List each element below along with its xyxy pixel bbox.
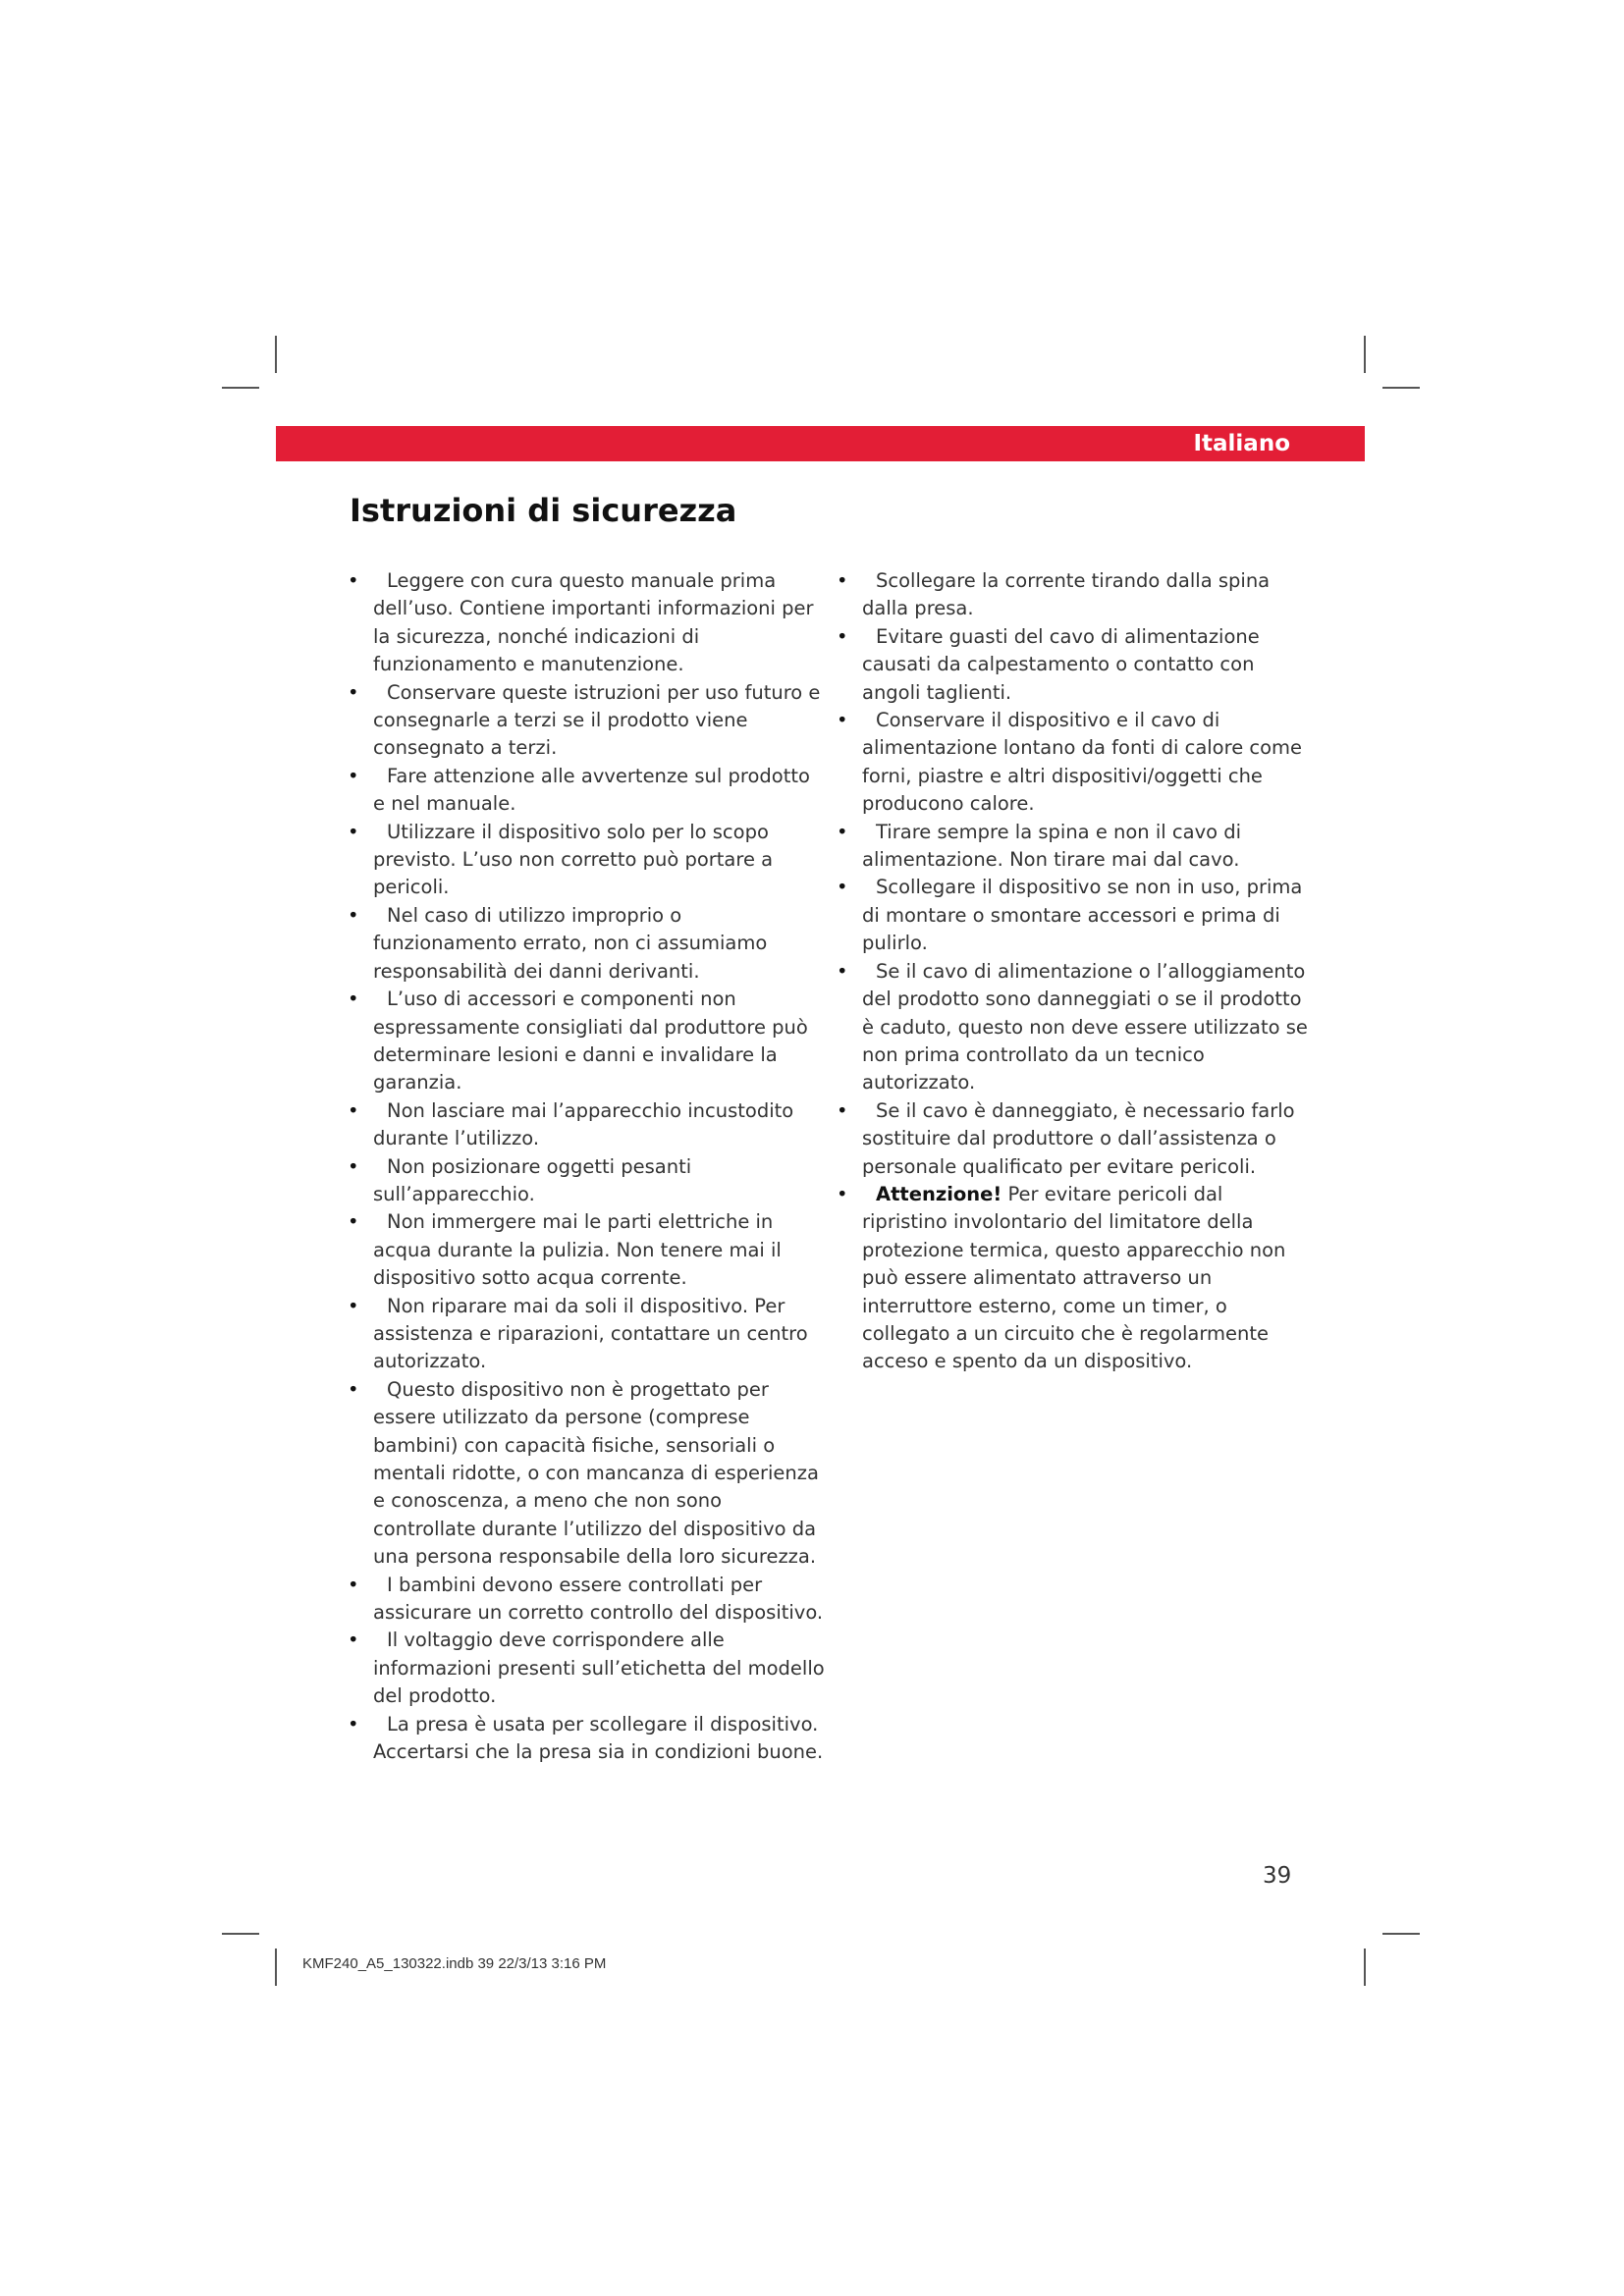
list-item: [344, 1572, 825, 1628]
list-item: [833, 874, 1314, 957]
warning-text: Per evitare pericoli dal ripristino involontario del limitatore della protezione termica, questo apparecchio non può essere alimentato attraverso un interruttore esterno, come un timer, o collegato a un circuito che è regolarmente acceso e spento da un dispositivo.: [862, 1182, 1286, 1373]
language-banner: [276, 426, 1365, 461]
list-item-text: I bambini devono essere controllati per assicurare un corretto controllo del dispositivo.: [373, 1573, 824, 1625]
list-item-text: Nel caso di utilizzo improprio o funzionamento errato, non ci assumiamo responsabilità dei danni derivanti.: [373, 903, 768, 983]
crop-mark: [1382, 387, 1420, 389]
list-item-text: Non riparare mai da soli il dispositivo. Per assistenza e riparazioni, contattare un centro autorizzato.: [373, 1294, 808, 1373]
list-item: [344, 902, 825, 986]
list-item: [833, 819, 1314, 875]
list-item: [344, 1097, 825, 1153]
list-item-text: Fare attenzione alle avvertenze sul prodotto e nel manuale.: [373, 764, 810, 816]
list-item: [833, 1097, 1314, 1181]
list-item: [833, 958, 1314, 1097]
list-item: [344, 1208, 825, 1292]
list-item: [344, 1711, 825, 1767]
list-item-text: Se il cavo di alimentazione o l’alloggiamento del prodotto sono danneggiati o se il prodotto è caduto, questo non deve essere utilizzato se non prima controllato da un tecnico autorizzato.: [862, 959, 1308, 1095]
crop-mark: [275, 1949, 277, 1986]
list-item-text: Non immergere mai le parti elettriche in acqua durante la pulizia. Non tenere mai il dispositivo sotto acqua corrente.: [373, 1210, 782, 1290]
warning-item: [833, 1181, 1314, 1376]
page-title: Istruzioni di sicurezza: [350, 492, 737, 529]
list-item: [833, 707, 1314, 819]
list-item: [344, 1293, 825, 1376]
list-item: [344, 763, 825, 819]
list-item-text: Scollegare il dispositivo se non in uso, prima di montare o smontare accessori e prima di pulirlo.: [862, 876, 1303, 955]
list-item-text: Leggere con cura questo manuale prima dell’uso. Contiene importanti informazioni per la sicurezza, nonché indicazioni di funzionamento e manutenzione.: [373, 569, 814, 676]
list-item-text: Il voltaggio deve corrispondere alle informazioni presenti sull’etichetta del modello del prodotto.: [373, 1629, 825, 1708]
list-item: [833, 623, 1314, 707]
language-label: Italiano: [1193, 431, 1290, 456]
list-item-text: Questo dispositivo non è progettato per essere utilizzato da persone (comprese bambini) con capacità fisiche, sensoriali o mentali ridotte, o con mancanza di esperienza e conoscenza, a meno che non sono controllate durante l’utilizzo del dispositivo da una persona responsabile della loro sicurezza.: [373, 1377, 819, 1569]
list-item: [344, 1153, 825, 1209]
list-item-text: Scollegare la corrente tirando dalla spina dalla presa.: [862, 569, 1271, 620]
list-item: [344, 819, 825, 902]
list-item-text: Tirare sempre la spina e non il cavo di alimentazione. Non tirare mai dal cavo.: [862, 820, 1242, 872]
list-item: [344, 567, 825, 679]
list-item-text: Non posizionare oggetti pesanti sull’apparecchio.: [373, 1154, 692, 1205]
crop-mark: [275, 336, 277, 373]
list-item-text: Non lasciare mai l’apparecchio incustodito durante l’utilizzo.: [373, 1098, 794, 1150]
crop-mark: [222, 387, 259, 389]
crop-mark: [1364, 1949, 1366, 1986]
list-item: [833, 567, 1314, 623]
crop-mark: [1364, 336, 1366, 373]
list-item-text: La presa è usata per scollegare il dispositivo. Accertarsi che la presa sia in condizioni buone.: [373, 1712, 824, 1764]
list-item-text: Utilizzare il dispositivo solo per lo scopo previsto. L’uso non corretto può portare a pericoli.: [373, 820, 774, 899]
list-item: [344, 986, 825, 1097]
warning-label: Attenzione!: [876, 1182, 1002, 1205]
list-item-text: Evitare guasti del cavo di alimentazione causati da calpestamento o contatto con angoli taglienti.: [862, 624, 1260, 704]
right-column-list: [833, 567, 1314, 1376]
left-column-list: [344, 567, 825, 1766]
list-item-text: Conservare queste istruzioni per uso futuro e consegnarle a terzi se il prodotto viene consegnato a terzi.: [373, 680, 821, 760]
list-item: [344, 1376, 825, 1572]
print-slug: KMF240_A5_130322.indb 39 22/3/13 3:16 PM: [302, 1955, 607, 1972]
list-item-text: L’uso di accessori e componenti non espressamente consigliati dal produttore può determinare lesioni e danni e invalidare la garanzia.: [373, 988, 808, 1095]
crop-mark: [222, 1933, 259, 1935]
list-item: [344, 1627, 825, 1710]
list-item: [344, 679, 825, 763]
page-number: 39: [1263, 1863, 1292, 1889]
list-item-text: Conservare il dispositivo e il cavo di alimentazione lontano da fonti di calore come forni, piastre e altri dispositivi/oggetti che producono calore.: [862, 709, 1303, 816]
list-item-text: Se il cavo è danneggiato, è necessario farlo sostituire dal produttore o dall’assistenza o personale qualificato per evitare pericoli.: [862, 1098, 1295, 1178]
crop-mark: [1382, 1933, 1420, 1935]
